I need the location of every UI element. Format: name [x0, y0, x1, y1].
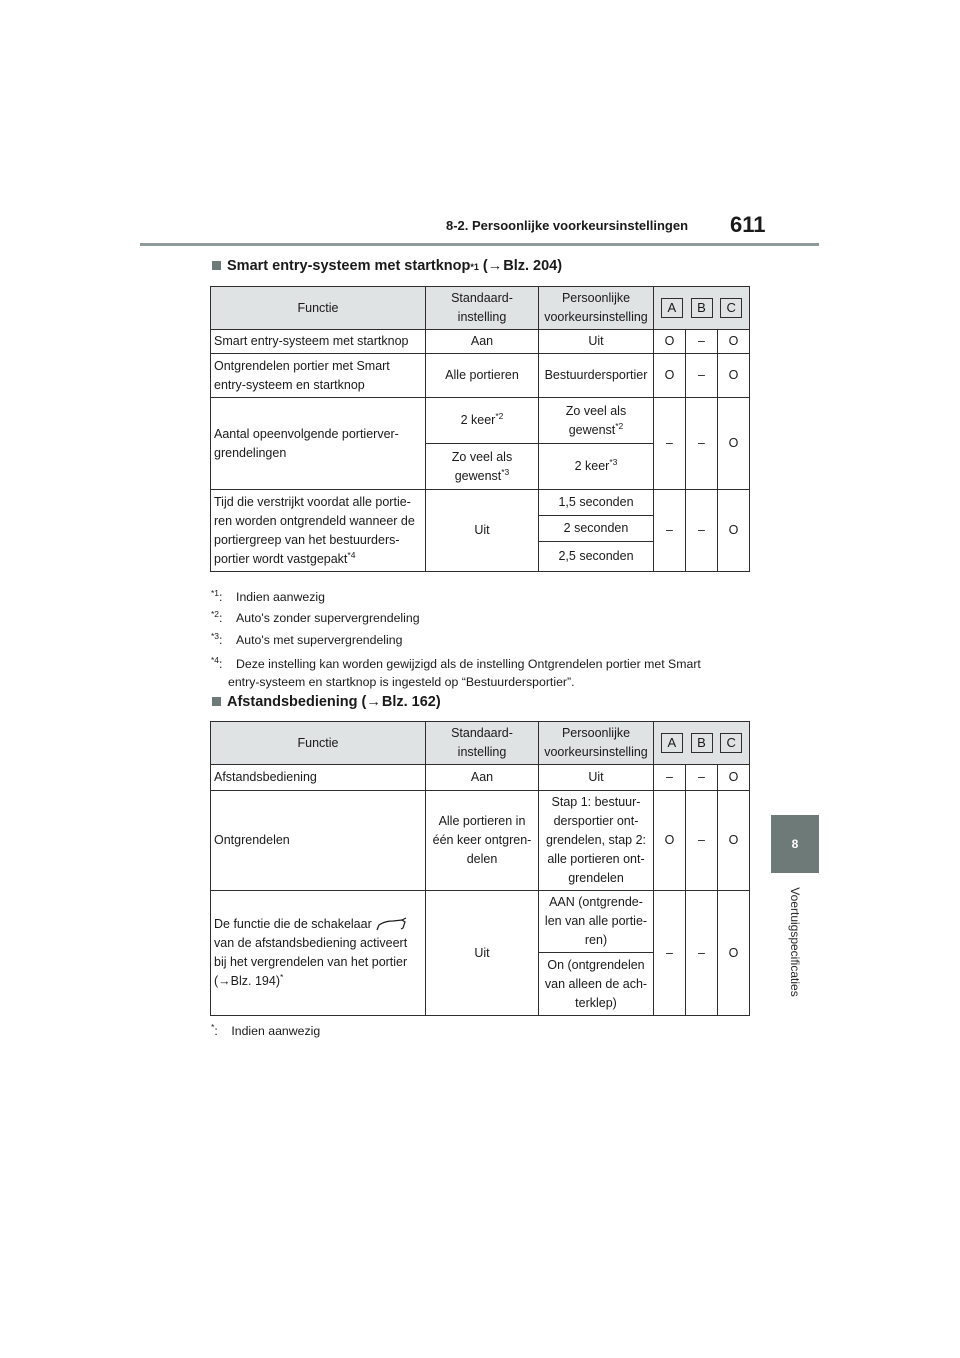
table-header-row [211, 722, 750, 765]
box-c: C [720, 733, 742, 753]
smart-entry-table [210, 286, 750, 572]
table-row: Zo veel als gewenst$^{*3}$ 2 keer$^{*3}$ [211, 444, 750, 490]
page-number: 611 [730, 212, 766, 237]
col-abc [654, 722, 750, 765]
chapter-tab: 8 [771, 815, 819, 873]
table-header-row [211, 287, 750, 330]
square-marker-icon [212, 697, 221, 706]
box-a: A [661, 733, 683, 753]
section-title-remote: Afstandsbediening ( → Blz. 162 ) [212, 694, 441, 710]
col-persoonlijk: Persoonlijke voorkeursinstelling [539, 287, 654, 330]
col-functie: Functie [211, 722, 426, 765]
footnote: *: Indien aanwezig [211, 1022, 321, 1039]
box-c: C [720, 298, 742, 318]
col-standaard: Standaard- instelling [426, 287, 539, 330]
col-standaard: Standaard- instelling [426, 722, 539, 765]
footnote: $^{*3}$: Auto's met supervergrendeling [211, 631, 403, 648]
footnote: $^{*1}$: Indien aanwezig [211, 588, 325, 605]
table-row: Tijd die verstrijkt voordat alle portie- ren worden ontgrendeld wanneer de portiergreep van het bestuurders- portier wordt vastgepakt$^{*4}$ Uit 1,5 seconden – – O [211, 490, 750, 516]
table-row: Aantal opeenvolgende portierver- grendelingen 2 keer$^{*2}$ Zo veel als gewenst$^{*2}$ – – O [211, 398, 750, 444]
arrow-icon: → [366, 694, 381, 710]
box-a: A [661, 298, 683, 318]
section-title-smart-entry: Smart entry-systeem met startknop *1 ( → Blz. 204 ) [212, 258, 562, 274]
arrow-icon: → [487, 258, 503, 274]
col-functie: Functie [211, 287, 426, 330]
table-row: De functie die de schakelaar van de afstandsbediening activeert bij het vergrendelen van het portier (→Blz. 194)* Uit AAN (ontgrende- len van alle portie- ren) – – O [211, 891, 750, 953]
table-row: Ontgrendelen portier met Smart entry-systeem en startknop Alle portieren Bestuurdersportier O – O [211, 354, 750, 398]
box-b: B [691, 298, 713, 318]
remote-table [210, 721, 750, 1016]
table-row: Smart entry-systeem met startknop Aan Uit O – O [211, 330, 750, 354]
table-row: 2 seconden [211, 516, 750, 542]
footnote: $^{*2}$: Auto's zonder supervergrendeling [211, 609, 420, 626]
table-row: Ontgrendelen Alle portieren in één keer ontgren- delen Stap 1: bestuur- dersportier ont- grendelen, stap 2: alle portieren ont- grendelen O – O [211, 791, 750, 891]
arrow-icon: → [218, 974, 231, 988]
table-row: Afstandsbediening Aan Uit – – O [211, 765, 750, 791]
header-rule [140, 243, 819, 246]
footnote: $^{*4}$: Deze instelling kan worden gewijzigd als de instelling Ontgrendelen portier met Smart entry-systeem en startknop is ingesteld op “Bestuurdersportier”. [211, 655, 701, 690]
table-row: On (ontgrendelen van alleen de ach- terklep) [211, 953, 750, 1016]
table-row: 2,5 seconden [211, 542, 750, 572]
box-b: B [691, 733, 713, 753]
col-abc [654, 287, 750, 330]
car-tailgate-icon [375, 917, 407, 933]
col-persoonlijk: Persoonlijke voorkeursinstelling [539, 722, 654, 765]
running-header: 8-2. Persoonlijke voorkeursinstellingen [446, 218, 689, 233]
square-marker-icon [212, 261, 221, 270]
chapter-title: Voertuigspecificaties [788, 887, 802, 997]
